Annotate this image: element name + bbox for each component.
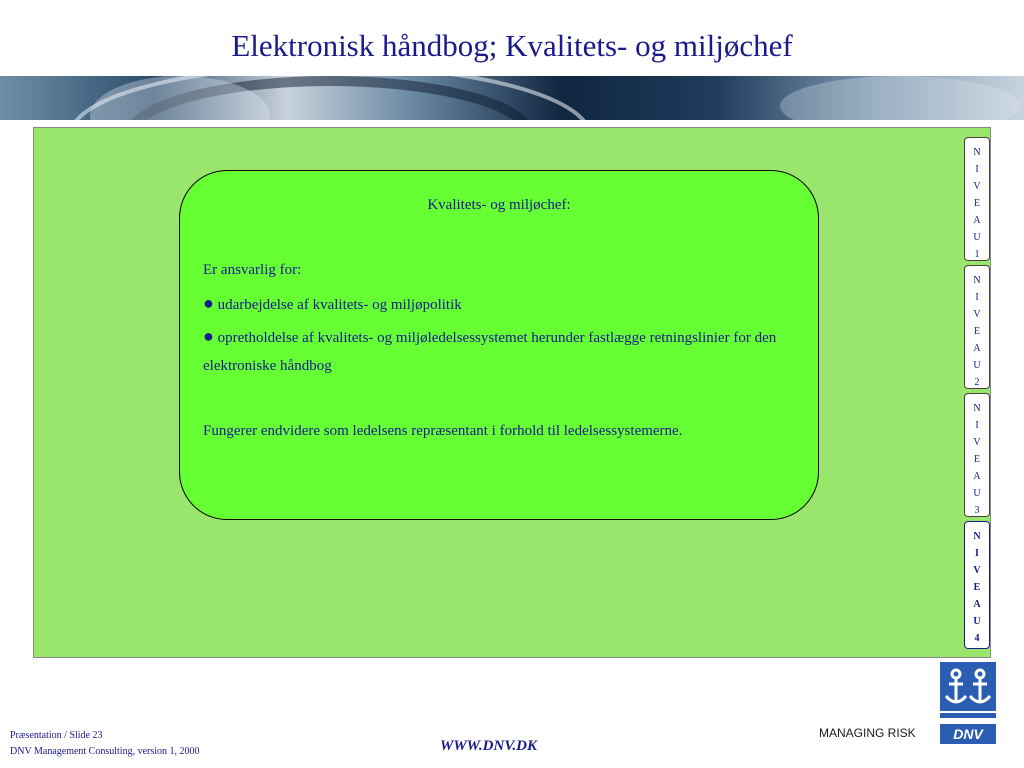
niveau-letter: I	[975, 420, 979, 431]
niveau-letter: E	[973, 582, 981, 593]
footer-company: DNV Management Consulting, version 1, 2000	[10, 746, 200, 757]
niveau-letter: I	[975, 548, 979, 559]
niveau-letter: 1	[974, 249, 980, 260]
website-link[interactable]: WWW.DNV.DK	[440, 738, 537, 754]
niveau-letter: A	[973, 471, 981, 482]
dnv-logo: DNV	[940, 724, 996, 744]
niveau-4-button[interactable]	[964, 521, 990, 649]
niveau-letter: E	[973, 454, 981, 465]
bullet-text: opretholdelse af kvalitets- og miljøledelsessystemet herunder fastlægge retningslinier for den elektroniske håndbog	[203, 330, 777, 374]
niveau-letter: A	[973, 343, 981, 354]
niveau-letter: N	[973, 147, 981, 158]
tagline: MANAGING RISK	[819, 726, 916, 740]
niveau-1-button[interactable]	[964, 137, 990, 261]
slide-title: Elektronisk håndbog; Kvalitets- og miljøchef	[231, 28, 793, 63]
bullet-icon: ●	[203, 293, 214, 313]
bullet-item	[203, 322, 803, 380]
card-heading: Kvalitets- og miljøchef:	[427, 197, 571, 213]
niveau-letter: V	[973, 565, 981, 576]
card-paragraph: Fungerer endvidere som ledelsens repræsentant i forhold til ledelsessystemerne.	[203, 423, 683, 439]
header-banner-image	[0, 76, 1024, 120]
niveau-letter: U	[973, 616, 981, 627]
niveau-letter: U	[973, 488, 981, 499]
role-card	[179, 170, 819, 520]
niveau-letter: U	[973, 232, 981, 243]
bullet-icon: ●	[203, 326, 214, 346]
niveau-letter: I	[975, 164, 979, 175]
niveau-letter: U	[973, 360, 981, 371]
niveau-letter: I	[975, 292, 979, 303]
niveau-2-button[interactable]	[964, 265, 990, 389]
niveau-letter: V	[973, 437, 981, 448]
niveau-letter: A	[973, 215, 981, 226]
dnv-anchor-logo-icon	[940, 662, 996, 718]
card-subheading: Er ansvarlig for:	[203, 262, 302, 278]
footer-slide-info: Præsentation / Slide 23	[10, 730, 103, 741]
niveau-3-button[interactable]	[964, 393, 990, 517]
niveau-letter: E	[973, 198, 981, 209]
niveau-letter: 2	[974, 377, 980, 388]
niveau-letter: N	[973, 403, 981, 414]
niveau-letter: V	[973, 181, 981, 192]
niveau-letter: 3	[974, 505, 980, 516]
niveau-letter: E	[973, 326, 981, 337]
niveau-letter: N	[973, 531, 981, 542]
niveau-letter: V	[973, 309, 981, 320]
niveau-letter: 4	[974, 633, 980, 644]
bullet-item	[203, 289, 803, 319]
niveau-letter: A	[973, 599, 981, 610]
niveau-letter: N	[973, 275, 981, 286]
bullet-text: udarbejdelse af kvalitets- og miljøpolitik	[217, 297, 462, 313]
